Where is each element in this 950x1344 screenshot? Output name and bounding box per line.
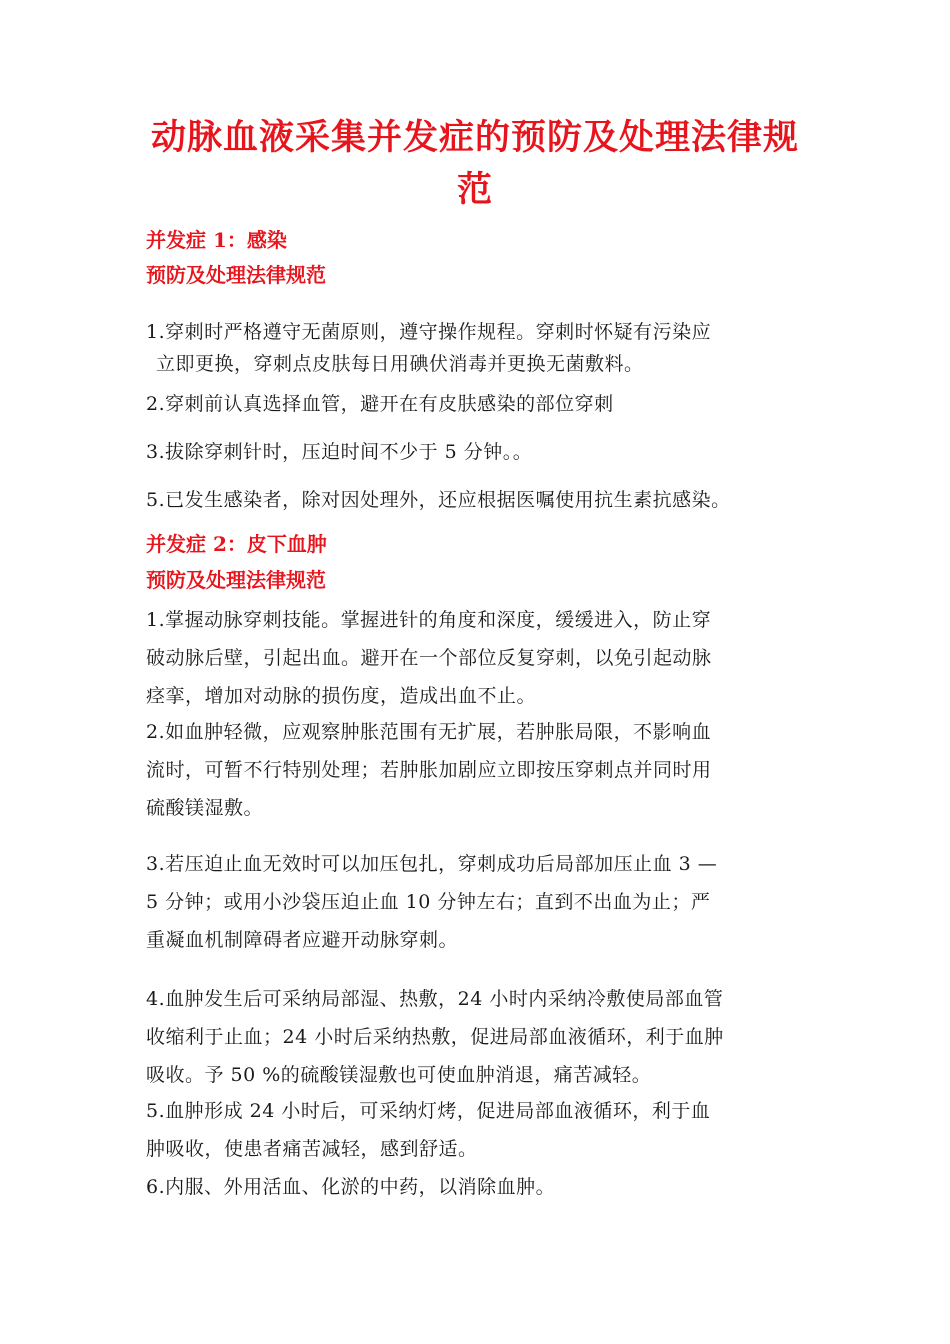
- s1-paragraph-5: [146, 484, 806, 516]
- s2-paragraph-6: [146, 1168, 806, 1206]
- s1-paragraph-1: [146, 316, 806, 380]
- s2-paragraph-2: [146, 713, 806, 827]
- s2-p5-line-2: 肿吸收，使患者痛苦减轻，感到舒适。: [146, 1138, 478, 1160]
- s1-p2-line-1: 2.穿刺前认真选择血管，避开在有皮肤感染的部位穿刺: [146, 393, 614, 415]
- s1-paragraph-2: [146, 388, 806, 420]
- s2-p5-line-1: 5.血肿形成 24 小时后，可采纳灯烤，促进局部血液循环，利于血: [146, 1100, 711, 1122]
- s2-paragraph-3: [146, 845, 806, 959]
- s2-p3-line-3: 重凝血机制障碍者应避开动脉穿刺。: [146, 929, 459, 951]
- s2-p3-line-1: 3.若压迫止血无效时可以加压包扎，穿刺成功后局部加压止血 3 —: [146, 853, 718, 875]
- section-2-heading: 并发症 2：皮下血肿: [146, 532, 327, 556]
- s2-p6-line-1: 6.内服、外用活血、化淤的中药，以消除血肿。: [146, 1176, 556, 1198]
- section-1-heading: 并发症 1：感染: [146, 228, 287, 252]
- s2-p2-line-3: 硫酸镁湿敷。: [146, 797, 264, 819]
- s2-p2-line-1: 2.如血肿轻微，应观察肿胀范围有无扩展，若肿胀局限，不影响血: [146, 721, 712, 743]
- s2-p4-line-1: 4.血肿发生后可采纳局部湿、热敷，24 小时内采纳冷敷使局部血管: [146, 988, 724, 1010]
- s1-p5-line-1: 5.已发生感染者，除对因处理外，还应根据医嘱使用抗生素抗感染。: [146, 489, 731, 511]
- section-1-subheading: 预防及处理法律规范: [146, 263, 326, 287]
- s2-p1-line-3: 痉挛，增加对动脉的损伤度，造成出血不止。: [146, 685, 537, 707]
- title-line-2: 范: [456, 169, 493, 210]
- title-line-1: 动脉血液采集并发症的预防及处理法律规: [150, 117, 799, 158]
- s1-p1-line-2: 立即更换，穿刺点皮肤每日用碘伏消毒并更换无菌敷料。: [156, 353, 644, 375]
- s2-paragraph-4: [146, 980, 806, 1094]
- s2-paragraph-1: [146, 601, 806, 715]
- s2-paragraph-5: [146, 1092, 806, 1168]
- s1-p3-line-1: 3.拔除穿刺针时，压迫时间不少于 5 分钟。。: [146, 441, 533, 463]
- s2-p3-line-2: 5 分钟；或用小沙袋压迫止血 10 分钟左右；直到不出血为止；严: [146, 891, 711, 913]
- document-title: [140, 112, 810, 216]
- s2-p4-line-3: 吸收。予 50 %的硫酸镁湿敷也可使血肿消退，痛苦减轻。: [146, 1064, 652, 1086]
- section-2-subheading: 预防及处理法律规范: [146, 568, 326, 592]
- s2-p1-line-1: 1.掌握动脉穿刺技能。掌握进针的角度和深度，缓缓进入，防止穿: [146, 609, 712, 631]
- s2-p1-line-2: 破动脉后壁，引起出血。避开在一个部位反复穿刺，以免引起动脉: [146, 647, 712, 669]
- s2-p2-line-2: 流时，可暂不行特别处理；若肿胀加剧应立即按压穿刺点并同时用: [146, 759, 712, 781]
- s1-p1-line-1: 1.穿刺时严格遵守无菌原则，遵守操作规程。穿刺时怀疑有污染应: [146, 321, 712, 343]
- s2-p4-line-2: 收缩利于止血；24 小时后采纳热敷，促进局部血液循环，利于血肿: [146, 1026, 724, 1048]
- s1-paragraph-3: [146, 436, 806, 468]
